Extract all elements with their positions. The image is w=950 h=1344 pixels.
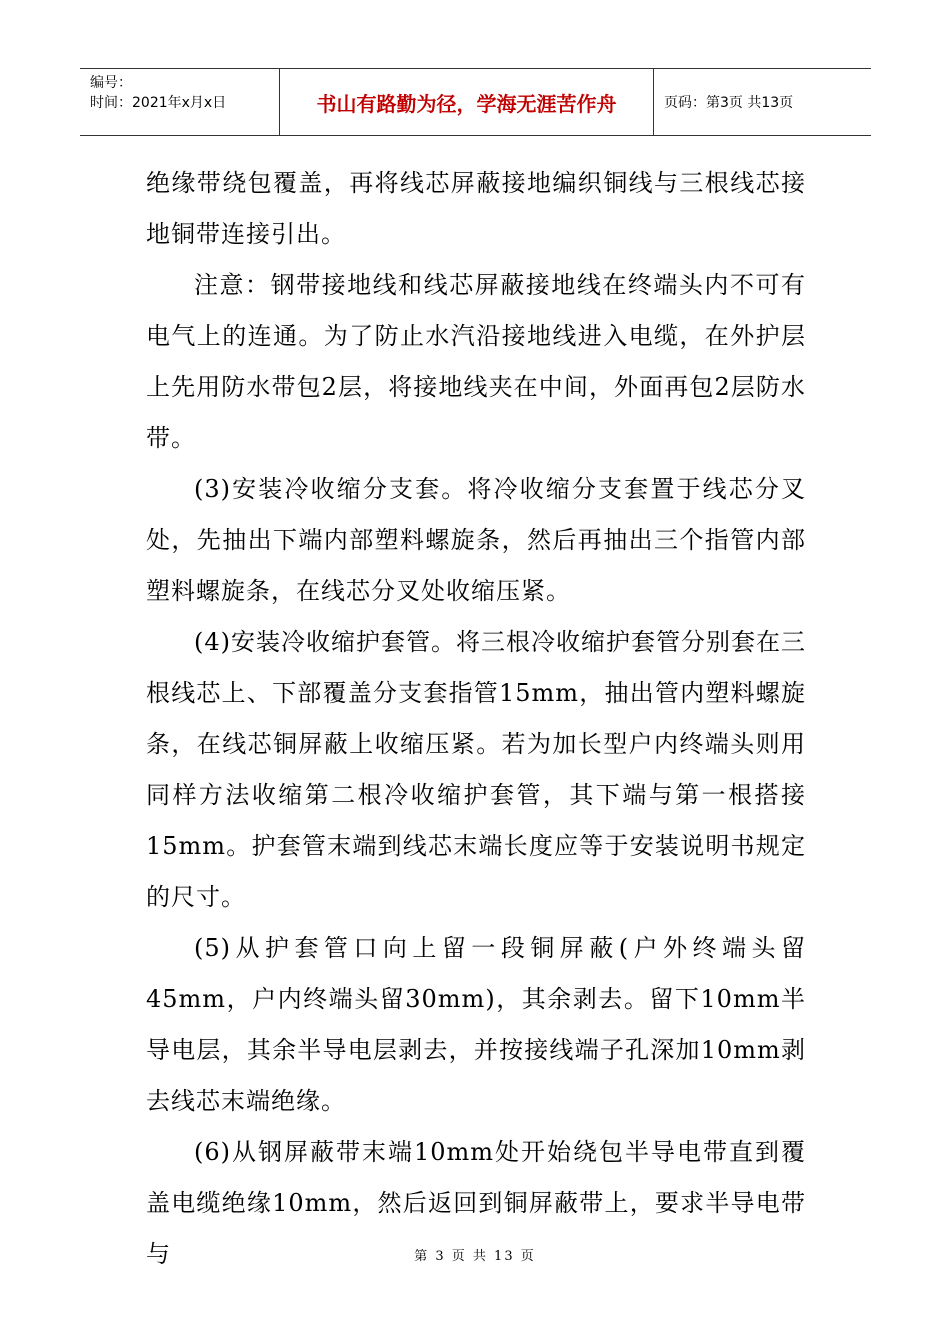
paragraph: 绝缘带绕包覆盖，再将线芯屏蔽接地编织铜线与三根线芯接地铜带连接引出。 xyxy=(146,169,806,248)
document-time-label: 时间：2021年x月x日 xyxy=(90,95,227,111)
page-footer: 第 3 页 共 13 页 xyxy=(414,1249,536,1264)
header-meta xyxy=(80,69,280,135)
paragraph: (3)安装冷收缩分支套。将冷收缩分支套置于线芯分叉处，先抽出下端内部塑料螺旋条，然后再抽出三个指管内部塑料螺旋条，在线芯分叉处收缩压紧。 xyxy=(146,475,806,605)
paragraph: (5)从护套管口向上留一段铜屏蔽(户外终端头留45mm，户内终端头留30mm)，其余剥去。留下10mm半导电层，其余半导电层剥去，并按接线端子孔深加10mm剥去线芯末端绝缘。 xyxy=(146,934,806,1115)
paragraph: 注意：钢带接地线和线芯屏蔽接地线在终端头内不可有电气上的连通。为了防止水汽沿接地线进入电缆，在外护层上先用防水带包2层，将接地线夹在中间，外面再包2层防水带。 xyxy=(146,271,806,452)
paragraph: (4)安装冷收缩护套管。将三根冷收缩护套管分别套在三根线芯上、下部覆盖分支套指管15mm，抽出管内塑料螺旋条，在线芯铜屏蔽上收缩压紧。若为加长型户内终端头则用同样方法收缩第二根冷收缩护套管，其下端与第一根搭接15mm。护套管末端到线芯末端长度应等于安装说明书规定的尺寸。 xyxy=(146,628,806,911)
page-header xyxy=(80,68,871,136)
header-motto: 书山有路勤为径，学海无涯苦作舟 xyxy=(280,69,654,135)
header-page-code: 页码：第3页 共13页 xyxy=(664,95,794,111)
paragraph: (6)从钢屏蔽带末端10mm处开始绕包半导电带直到覆盖电缆绝缘10mm，然后返回到铜屏蔽带上，要求半导电带与 xyxy=(146,1138,806,1268)
document-number-label: 编号： xyxy=(90,75,132,91)
document-body xyxy=(146,158,806,1280)
